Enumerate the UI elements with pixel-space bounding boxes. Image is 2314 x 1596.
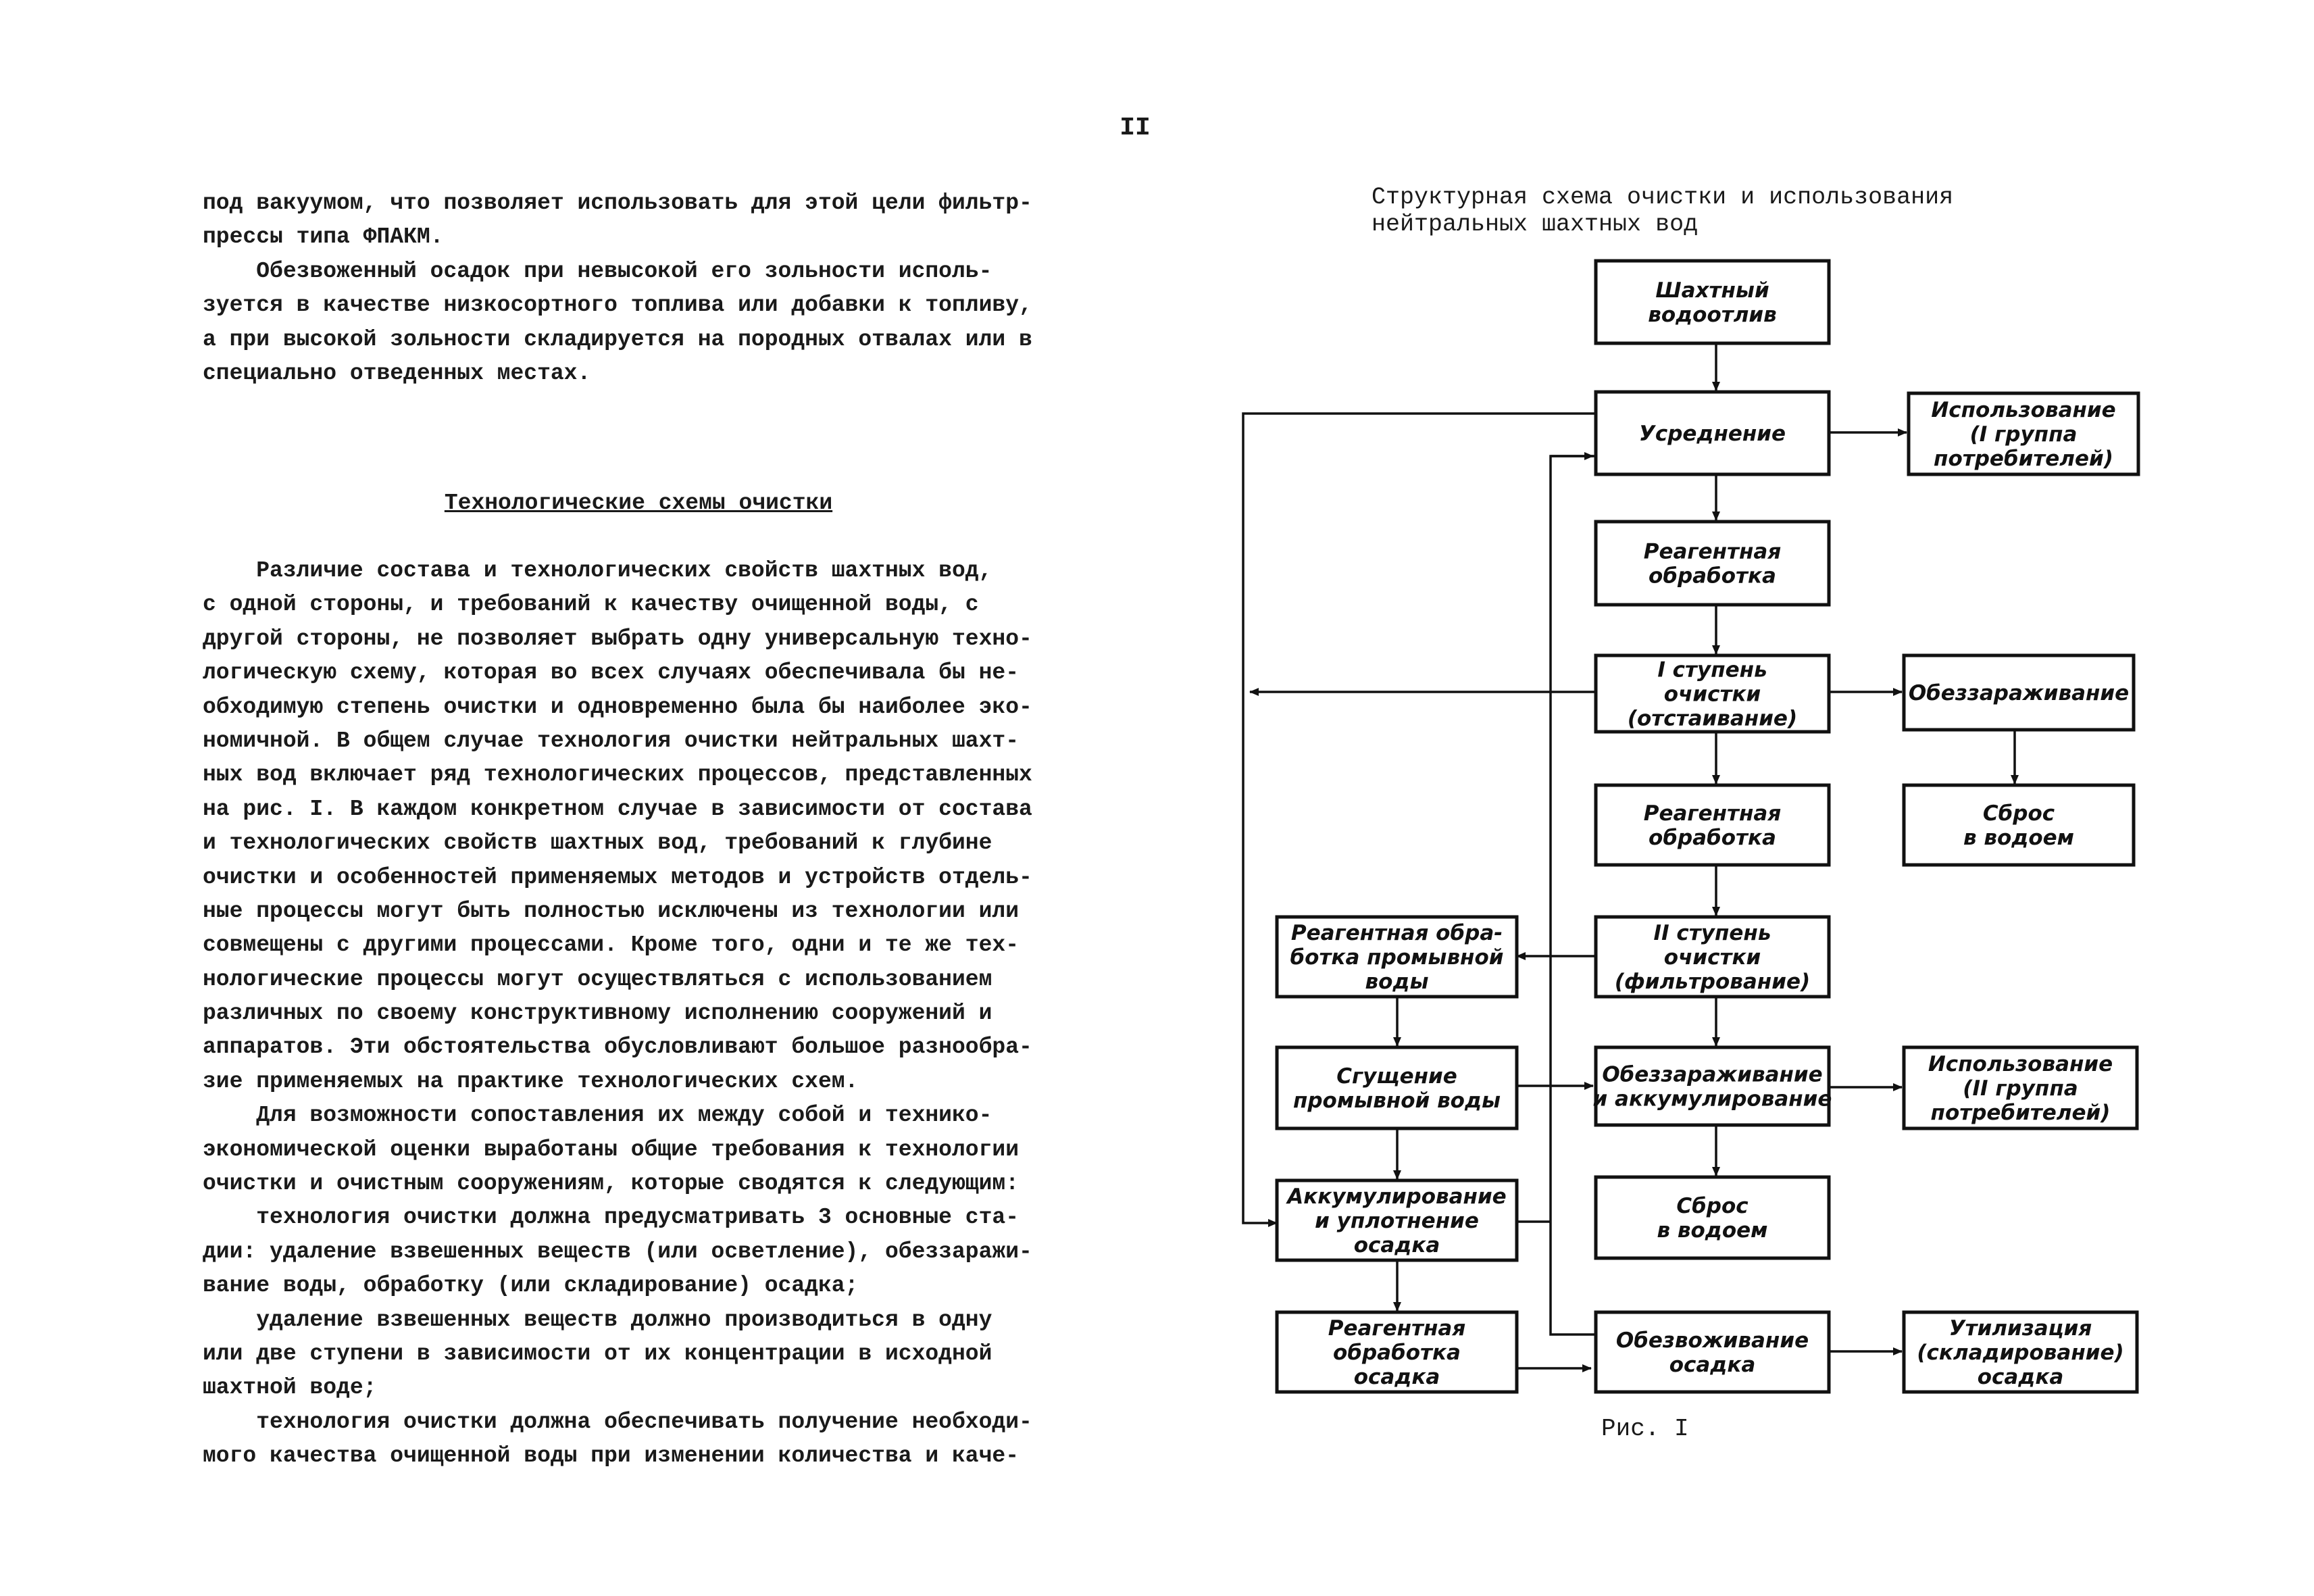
body-line: удаление взвешенных веществ должно производиться в одну — [203, 1307, 992, 1332]
box-reagent-treatment-2 — [1596, 785, 1829, 865]
box-label: Реагентная — [1328, 1316, 1466, 1341]
body-line: дии: удаление взвешенных веществ (или осветление), обеззаражи- — [203, 1239, 1032, 1264]
body-line: технология очистки должна обеспечивать получение необходи- — [203, 1409, 1032, 1435]
box-sludge-dewatering — [1596, 1312, 1829, 1392]
box-label: Сброс — [1982, 801, 2055, 826]
body-line: технология очистки должна предусматривать 3 основные ста- — [203, 1205, 1019, 1230]
box-wash-water-thickening — [1277, 1047, 1517, 1128]
body-line: различных по своему конструктивному исполнению сооружений и — [203, 1001, 992, 1026]
body-line: другой стороны, не позволяет выбрать одну универсальную техно- — [203, 626, 1032, 651]
body-line: ных вод включает ряд технологических процессов, представленных — [203, 762, 1032, 788]
box-label: и аккумулирование — [1592, 1087, 1832, 1112]
box-wash-water-reagent — [1277, 917, 1517, 997]
box-label: Использование — [1928, 1052, 2113, 1076]
body-line: вание воды, обработку (или складирование) осадка; — [203, 1273, 859, 1299]
box-label: I ступень — [1657, 657, 1767, 682]
body-line: логическую схему, которая во всех случаях обеспечивала бы не- — [203, 660, 1019, 686]
box-discharge-2 — [1596, 1177, 1829, 1258]
box-label: (I группа — [1969, 422, 2078, 447]
box-label: очистки — [1663, 682, 1761, 707]
box-disinfection-1 — [1904, 655, 2134, 730]
body-line: экономической оценки выработаны общие требования к технологии — [203, 1137, 1019, 1162]
box-label: Усреднение — [1638, 422, 1786, 446]
box-discharge-1 — [1904, 785, 2134, 865]
figure-title-line: нейтральных шахтных вод — [1372, 211, 1699, 238]
box-label: Обезвоживание — [1615, 1328, 1809, 1353]
box-label: обработка — [1649, 826, 1776, 850]
box-averaging — [1596, 392, 1829, 474]
box-label: осадка — [1353, 1233, 1440, 1257]
box-label: осадка — [1353, 1365, 1440, 1389]
box-label: в водоем — [1657, 1218, 1768, 1243]
intro-line: под вакуумом, что позволяет использовать для этой цели фильтр- — [203, 191, 1032, 216]
body-line: ные процессы могут быть полностью исключены из технологии или — [203, 898, 1019, 924]
box-mine-drainage — [1596, 261, 1829, 343]
box-label: осадка — [1977, 1365, 2064, 1389]
box-label: обработка — [1333, 1341, 1461, 1365]
box-label: (II группа — [1963, 1076, 2078, 1101]
intro-line: специально отведенных местах. — [203, 360, 591, 386]
line-return-vertical — [1551, 456, 1594, 1335]
box-label: Сгущение — [1336, 1064, 1457, 1089]
box-label: (фильтрование) — [1614, 970, 1811, 994]
body-line: Различие состава и технологических свойств шахтных вод, — [203, 558, 992, 583]
intro-line: прессы типа ФПАКМ. — [203, 224, 444, 250]
box-label: Сброс — [1676, 1194, 1749, 1218]
box-label: Обеззараживание — [1602, 1062, 1823, 1087]
box-label: Обеззараживание — [1908, 681, 2130, 705]
box-reagent-treatment-1 — [1596, 522, 1829, 605]
box-label: потребителей) — [1934, 447, 2113, 471]
body-line: очистки и особенностей применяемых методов и устройств отдель- — [203, 864, 1032, 890]
body-line: зие применяемых на практике технологических схем. — [203, 1068, 859, 1094]
box-label: в водоем — [1963, 826, 2075, 850]
box-label: и уплотнение — [1315, 1209, 1479, 1233]
box-disinfection-accumulation — [1593, 1047, 1832, 1125]
body-line: очистки и очистным сооружениям, которые сводятся к следующим: — [203, 1171, 1019, 1197]
box-label: Реагентная обра- — [1290, 921, 1503, 945]
box-label: (отстаивание) — [1627, 706, 1798, 731]
figure-title-line: Структурная схема очистки и использования — [1372, 184, 1954, 211]
body-line: аппаратов. Эти обстоятельства обусловливают большое разнообра- — [203, 1034, 1032, 1060]
box-label: Шахтный — [1655, 278, 1769, 303]
box-label: ботка промывной — [1290, 945, 1504, 970]
body-line: мого качества очищенной воды при изменении количества и каче- — [203, 1443, 1019, 1469]
intro-line: зуется в качестве низкосортного топлива или добавки к топливу, — [203, 293, 1032, 318]
box-label: Использование — [1931, 398, 2116, 422]
body-line: или две ступени в зависимости от их концентрации в исходной — [203, 1341, 992, 1366]
body-line: номичной. В общем случае технология очистки нейтральных шахт- — [203, 728, 1019, 753]
intro-line: Обезвоженный осадок при невысокой его зольности исполь- — [203, 258, 992, 284]
box-label: потребителей) — [1930, 1101, 2111, 1125]
box-sludge-reagent — [1277, 1312, 1517, 1392]
box-stage2 — [1596, 917, 1829, 997]
body-line: совмещены с другими процессами. Кроме того, одни и те же тех- — [203, 932, 1019, 958]
box-sludge-utilization — [1904, 1312, 2137, 1392]
body-line: с одной стороны, и требований к качеству очищенной воды, с — [203, 592, 979, 618]
box-label: промывной воды — [1292, 1089, 1501, 1113]
box-label: Аккумулирование — [1287, 1184, 1507, 1209]
body-line: на рис. I. В каждом конкретном случае в зависимости от состава — [203, 796, 1032, 822]
body-line: обходимую степень очистки и одновременно была бы наиболее эко- — [203, 694, 1032, 720]
page-number: II — [1120, 114, 1151, 143]
box-use-group2 — [1904, 1047, 2137, 1128]
section-heading: Технологические схемы очистки — [444, 491, 833, 516]
box-stage1 — [1596, 655, 1829, 732]
box-label: Реагентная — [1643, 801, 1782, 826]
box-use-group1 — [1909, 393, 2138, 474]
box-label: водоотлив — [1648, 303, 1777, 327]
box-accumulation-compaction — [1277, 1180, 1517, 1260]
box-label: II ступень — [1653, 921, 1771, 945]
box-label: осадка — [1669, 1353, 1756, 1377]
box-label: (складирование) — [1917, 1341, 2124, 1365]
box-label: Реагентная — [1643, 539, 1782, 564]
body-line: и технологических свойств шахтных вод, требований к глубине — [203, 830, 992, 856]
body-line: нологические процессы могут осуществляться с использованием — [203, 966, 992, 992]
box-label: Утилизация — [1948, 1316, 2092, 1341]
box-label: воды — [1365, 970, 1429, 994]
intro-line: а при высокой зольности складируется на породных отвалах или в — [203, 326, 1032, 352]
body-line: Для возможности сопоставления их между собой и технико- — [203, 1103, 992, 1128]
body-line: шахтной воде; — [203, 1375, 377, 1401]
box-label: обработка — [1649, 564, 1776, 589]
figure-caption: Рис. I — [1601, 1415, 1689, 1443]
box-label: очистки — [1663, 945, 1761, 970]
